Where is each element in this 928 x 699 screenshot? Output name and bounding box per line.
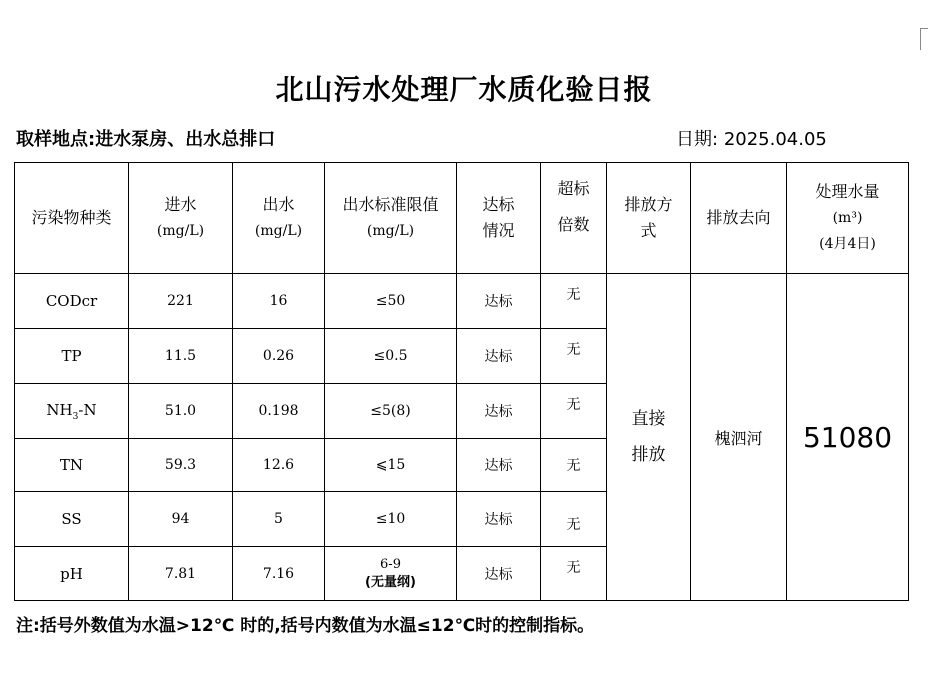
pollutant-name: CODcr bbox=[15, 274, 129, 329]
inflow-value: 11.5 bbox=[129, 329, 233, 384]
exceed-value: 无 bbox=[541, 329, 607, 384]
exceed-value: 无 bbox=[541, 439, 607, 492]
header-exceed bbox=[541, 163, 607, 274]
status-value: 达标 bbox=[457, 274, 541, 329]
treated-volume: 51080 bbox=[787, 274, 909, 601]
header-volume-l1: 处理水量 bbox=[815, 182, 880, 201]
header-method-l2: 式 bbox=[640, 221, 657, 240]
report-title: 北山污水处理厂水质化验日报 bbox=[275, 73, 653, 106]
discharge-destination: 槐泗河 bbox=[691, 274, 787, 601]
outflow-value: 5 bbox=[233, 492, 325, 547]
header-status-l2: 情况 bbox=[482, 221, 515, 240]
header-outflow bbox=[233, 163, 325, 274]
header-method bbox=[607, 163, 691, 274]
outflow-value: 0.26 bbox=[233, 329, 325, 384]
header-inflow bbox=[129, 163, 233, 274]
limit-value: ⩽15 bbox=[325, 439, 457, 492]
limit-value: ≤5(8) bbox=[325, 384, 457, 439]
pollutant-name bbox=[15, 384, 129, 439]
pollutant-subscript: 3 bbox=[72, 411, 79, 422]
exceed-value: 无 bbox=[541, 384, 607, 439]
header-status-l1: 达标 bbox=[482, 195, 515, 214]
location-value: 进水泵房、出水总排口 bbox=[95, 129, 276, 150]
header-outflow-unit: (mg/L) bbox=[254, 223, 303, 239]
header-inflow-label: 进水 bbox=[164, 195, 197, 214]
location-label: 取样地点: bbox=[16, 129, 96, 150]
sampling-location bbox=[16, 125, 275, 151]
header-exceed-l2: 倍数 bbox=[557, 215, 590, 234]
header-outflow-label: 出水 bbox=[262, 195, 295, 214]
pollutant-name: SS bbox=[15, 492, 129, 547]
status-value: 达标 bbox=[457, 384, 541, 439]
limit-value: ≤50 bbox=[325, 274, 457, 329]
exceed-value: 无 bbox=[541, 274, 607, 329]
pollutant-name: pH bbox=[15, 547, 129, 601]
table-header-row bbox=[15, 163, 909, 274]
header-volume-l2: (m³) bbox=[832, 210, 863, 226]
status-value: 达标 bbox=[457, 329, 541, 384]
header-exceed-l1: 超标 bbox=[557, 179, 590, 198]
header-limit-unit: (mg/L) bbox=[366, 223, 415, 239]
date-label: 日期: bbox=[676, 129, 719, 150]
pollutant-tail: -N bbox=[78, 400, 97, 419]
header-pollutant: 污染物种类 bbox=[15, 163, 129, 274]
header-status bbox=[457, 163, 541, 274]
header-limit-label: 出水标准限值 bbox=[342, 195, 439, 214]
discharge-method bbox=[607, 274, 691, 601]
discharge-method-l1: 直接 bbox=[631, 409, 666, 429]
status-value: 达标 bbox=[457, 439, 541, 492]
pollutant-name: TN bbox=[15, 439, 129, 492]
exceed-value: 无 bbox=[541, 492, 607, 547]
outflow-value: 0.198 bbox=[233, 384, 325, 439]
footnote: 注:括号外数值为水温>12℃ 时的,括号内数值为水温≤12℃时的控制指标。 bbox=[16, 616, 595, 636]
header-method-l1: 排放方 bbox=[624, 195, 673, 214]
limit-value: ≤0.5 bbox=[325, 329, 457, 384]
limit-value: ≤10 bbox=[325, 492, 457, 547]
header-volume bbox=[787, 163, 909, 274]
inflow-value: 94 bbox=[129, 492, 233, 547]
header-destination: 排放去向 bbox=[691, 163, 787, 274]
report-date bbox=[676, 125, 827, 151]
limit-note: (无量纲) bbox=[365, 574, 416, 590]
outflow-value: 12.6 bbox=[233, 439, 325, 492]
status-value: 达标 bbox=[457, 492, 541, 547]
outflow-value: 16 bbox=[233, 274, 325, 329]
page-corner-mark bbox=[920, 28, 928, 50]
pollutant-name: TP bbox=[15, 329, 129, 384]
table-row bbox=[15, 274, 909, 329]
header-volume-l3: (4月4日) bbox=[819, 236, 876, 252]
header-limit bbox=[325, 163, 457, 274]
status-value: 达标 bbox=[457, 547, 541, 601]
header-inflow-unit: (mg/L) bbox=[156, 223, 205, 239]
pollutant-main: NH bbox=[46, 400, 73, 419]
outflow-value: 7.16 bbox=[233, 547, 325, 601]
inflow-value: 221 bbox=[129, 274, 233, 329]
inflow-value: 59.3 bbox=[129, 439, 233, 492]
exceed-value: 无 bbox=[541, 547, 607, 601]
date-value: 2025.04.05 bbox=[723, 129, 827, 150]
discharge-method-l2: 排放 bbox=[631, 445, 666, 465]
water-quality-table bbox=[14, 162, 909, 601]
limit-value: 6-9 bbox=[380, 556, 401, 572]
inflow-value: 7.81 bbox=[129, 547, 233, 601]
limit-cell bbox=[325, 547, 457, 601]
inflow-value: 51.0 bbox=[129, 384, 233, 439]
